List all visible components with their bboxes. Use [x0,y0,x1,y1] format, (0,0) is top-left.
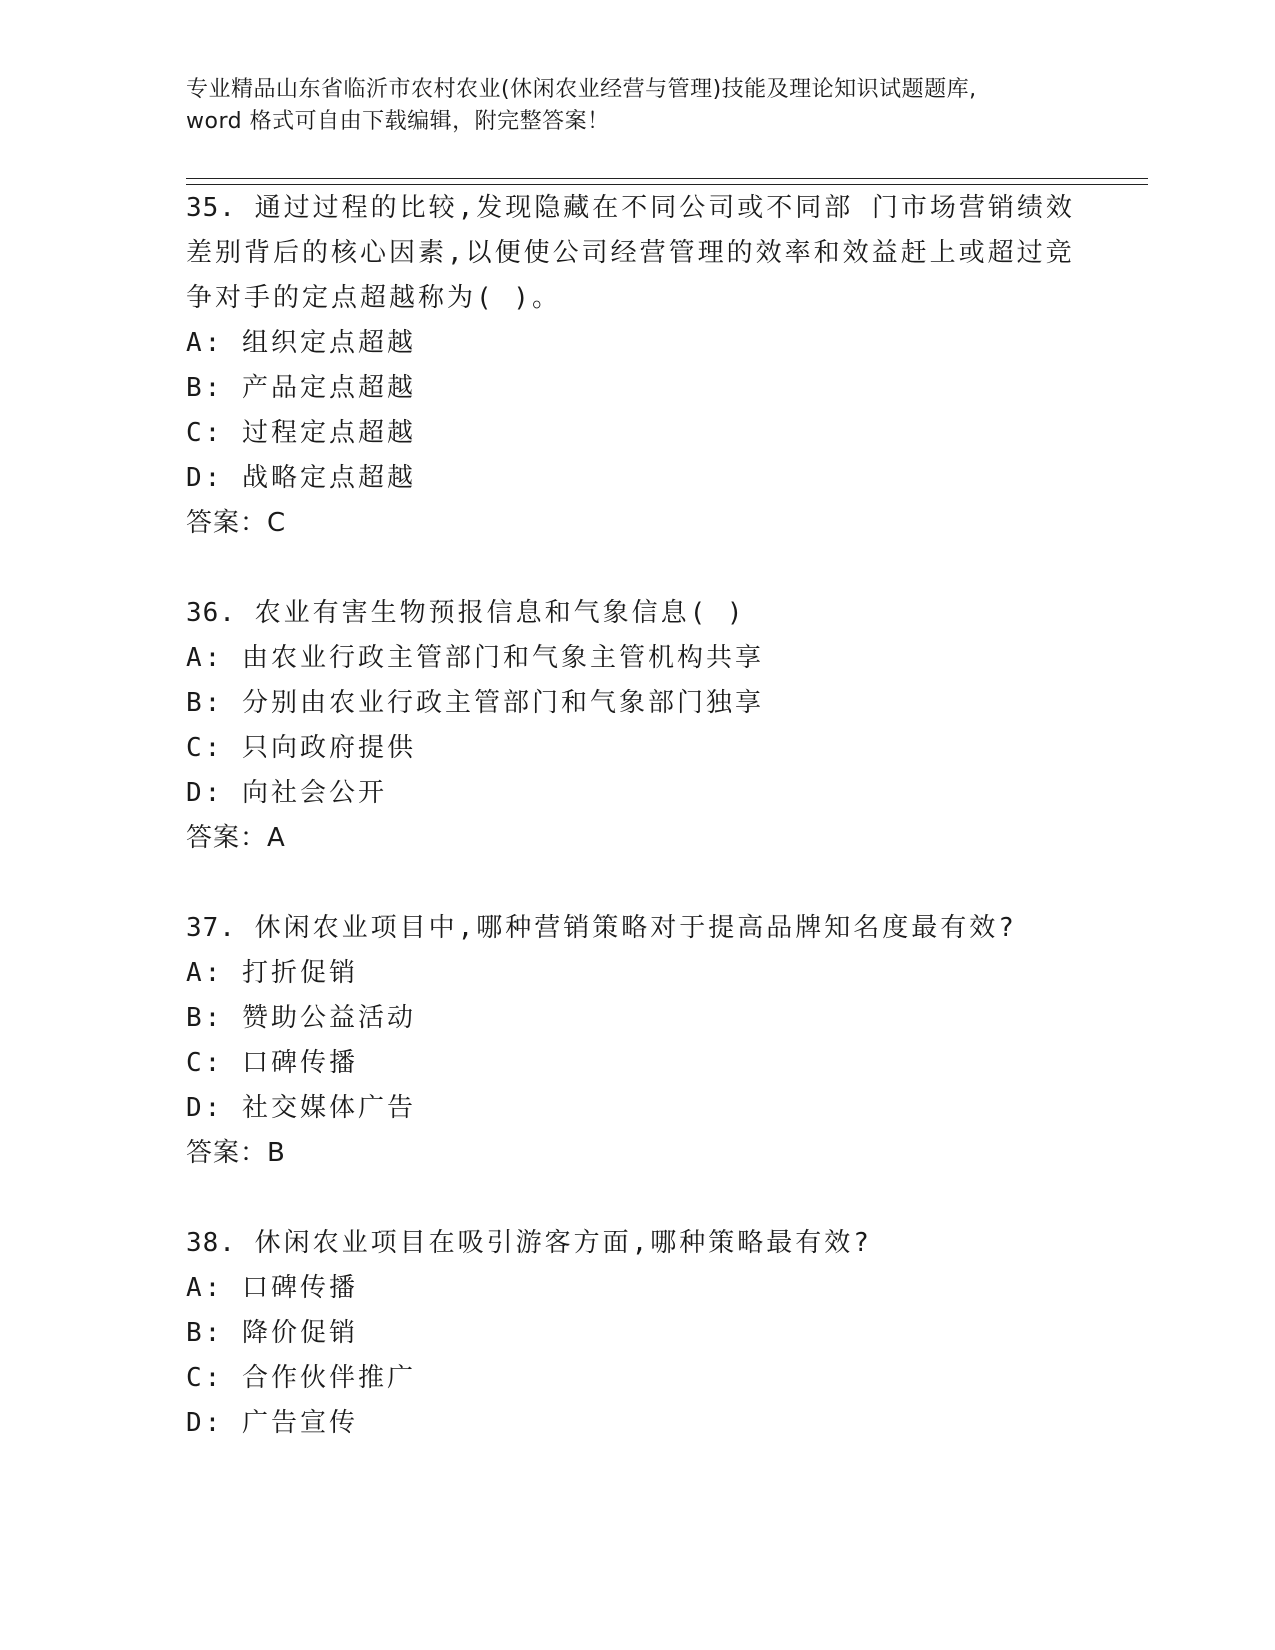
option-d: D: 广告宣传 [186,1408,358,1438]
document-header [186,74,1086,138]
option-d: D: 社交媒体广告 [186,1093,416,1123]
question-38 [186,1221,1126,1446]
question-line: 差别背后的核心因素,以便使公司经营管理的效率和效益赶上或超过竞 [186,238,1075,268]
option-a: A: 组织定点超越 [186,328,416,358]
question-line: 通过过程的比较,发现隐藏在不同公司或不同部 门市场营销绩效 [254,193,1075,223]
question-line: 农业有害生物预报信息和气象信息( ) [254,598,746,628]
option-b: B: 分别由农业行政主管部门和气象部门独享 [186,688,764,718]
question-35 [186,186,1126,546]
question-line: 休闲农业项目在吸引游客方面,哪种策略最有效? [254,1228,872,1258]
header-divider-top [186,178,1148,179]
question-text [186,1221,1126,1266]
question-number: 36. [186,598,236,628]
option-d: D: 战略定点超越 [186,463,416,493]
question-line: 争对手的定点超越称为( )。 [186,283,561,313]
option-d: D: 向社会公开 [186,778,387,808]
header-line-1: 专业精品山东省临沂市农村农业(休闲农业经营与管理)技能及理论知识试题题库, [186,77,977,102]
header-divider-bottom [186,184,1148,185]
option-b: B: 产品定点超越 [186,373,416,403]
question-36 [186,591,1126,861]
answer: 答案：A [186,823,286,853]
answer: 答案：B [186,1138,286,1168]
question-number: 35. [186,193,236,223]
question-number: 37. [186,913,236,943]
option-a: A: 打折促销 [186,958,358,988]
question-text [186,906,1126,951]
option-c: C: 过程定点超越 [186,418,416,448]
question-text [186,591,1126,636]
question-list [186,186,1126,1491]
option-b: B: 降价促销 [186,1318,358,1348]
question-text [186,186,1126,231]
option-a: A: 由农业行政主管部门和气象主管机构共享 [186,643,764,673]
question-37 [186,906,1126,1176]
question-number: 38. [186,1228,236,1258]
answer: 答案：C [186,508,287,538]
option-b: B: 赞助公益活动 [186,1003,416,1033]
option-a: A: 口碑传播 [186,1273,358,1303]
option-c: C: 口碑传播 [186,1048,358,1078]
header-line-2: word 格式可自由下载编辑，附完整答案！ [186,109,610,134]
question-line: 休闲农业项目中,哪种营销策略对于提高品牌知名度最有效? [254,913,1017,943]
option-c: C: 只向政府提供 [186,733,416,763]
option-c: C: 合作伙伴推广 [186,1363,416,1393]
